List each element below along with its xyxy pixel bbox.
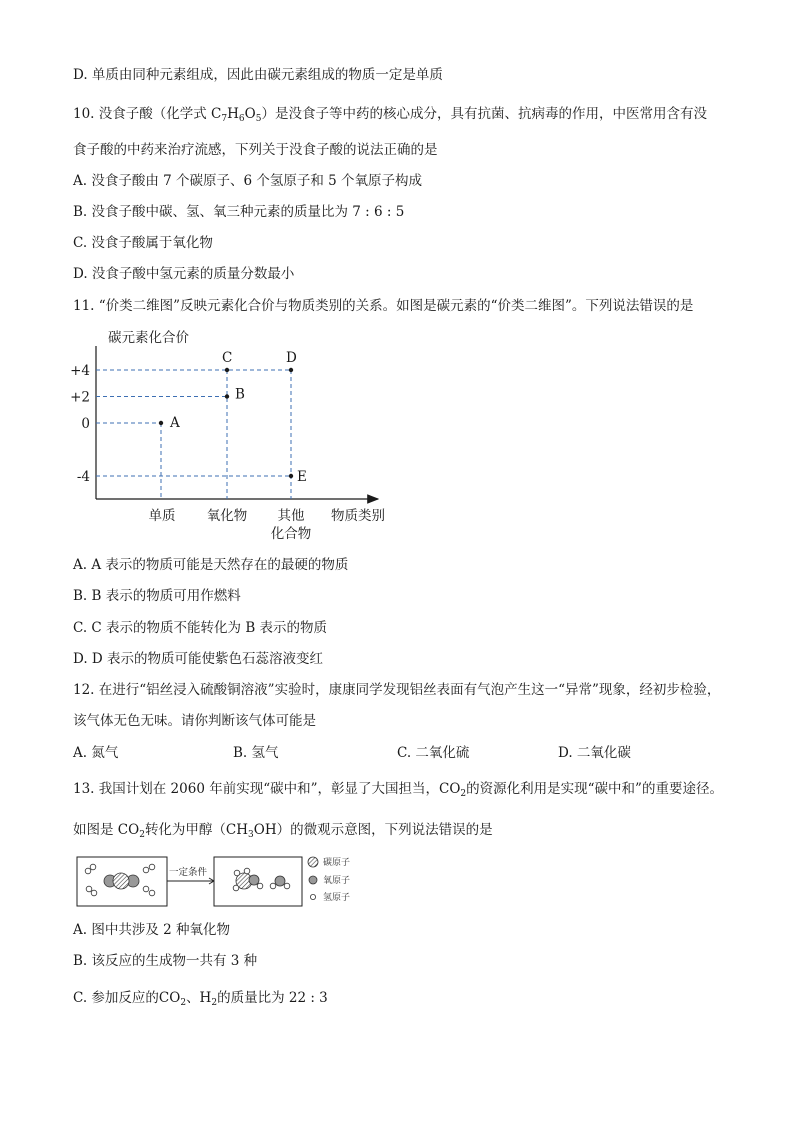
q12-stem: 12. 在进行“铝丝浸入硫酸铜溶液”实验时，康康同学发现铝丝表面有气泡产生这一“异常”现象，经初步检验， [73,682,721,698]
diagram-legend [308,856,350,903]
point-D [289,368,293,372]
point-E [289,474,293,478]
legend-oxygen: 氧原子 [323,876,351,886]
reaction-condition: 一定条件 [169,867,208,878]
q10-option-d: D. 没食子酸中氢元素的质量分数最小 [73,266,295,282]
y-tick-label: +4 [70,363,90,379]
q10-stem-line2: 食子酸的中药来治疗流感，下列关于没食子酸的说法正确的是 [73,142,438,158]
x-tick-label: 氧化物 [206,508,248,524]
point-label-D: D [286,350,297,366]
q13-stem-line2: 如图是 $CO_2$转化为甲醇$(CH_3OH)$的微观示意图，下列说法错误的是 [73,822,493,840]
y-axis-label: 碳元素化合价 [108,330,189,346]
q13-option-b: B. 该反应的生成物一共有 3 种 [73,953,258,969]
legend-carbon: 碳原子 [323,858,351,868]
y-tick-label: 0 [81,416,90,432]
q10-option-b: B. 没食子酸中碳、氢、氧三种元素的质量比为 7 : 6 : 5 [73,204,405,220]
q12-options [73,744,753,762]
x-axis-label: 物质类别 [331,508,385,524]
y-tick-label: -4 [76,469,90,485]
q9-option-d: D. 单质由同种元素组成，因此由碳元素组成的物质一定是单质 [73,67,443,83]
q10-option-c: C. 没食子酸属于氧化物 [73,235,213,251]
q12-option-a: A. 氮气 [73,745,119,761]
q11-option-b: B. B 表示的物质可用作燃料 [73,588,241,604]
x-tick-label: 单质 [148,508,176,524]
q13-option-a: A. 图中共涉及 2 种氧化物 [73,922,231,938]
hydrogen-atom-icon [310,894,315,899]
q11-option-c: C. C 表示的物质不能转化为 B 表示的物质 [73,620,328,636]
q11-stem: 11. “价类二维图”反映元素化合价与物质类别的关系。如图是碳元素的“价类二维图”。下列说法错误的是 [73,298,694,314]
point-label-B: B [235,386,245,403]
q13-option-c: C. 参加反应的$CO_2$、$H_2$的质量比为 22 : 3 [73,990,328,1008]
q12-option-c: C. 二氧化硫 [397,745,470,761]
x-tick-label: 其他 [277,508,305,524]
point-B [225,394,229,398]
point-label-E: E [297,469,307,485]
carbon-atom-icon [308,857,318,867]
q10-stem: 10. 没食子酸（化学式 $C_7H_6O_5$）是没食子等中药的核心成分，具有抗菌、抗病毒的作用，中医常用含有没 [73,106,707,124]
q13-stem: 13. 我国计划在 2060 年前实现“碳中和”，彰显了大国担当，$CO_2$的资源化利用是实现“碳中和”的重要途径。 [73,781,723,799]
y-tick-label: +2 [70,389,90,406]
q11-option-d: D. D 表示的物质可能使紫色石蕊溶液变红 [73,651,324,667]
legend-hydrogen: 氢原子 [323,893,351,903]
point-A [159,421,163,425]
q12-stem-line2: 该气体无色无味。请你判断该气体可能是 [73,713,316,729]
x-tick-label: 化合物 [270,526,312,542]
co2-molecule [104,873,139,889]
oxygen-atom-icon [309,876,317,884]
q12-option-b: B. 氢气 [233,745,279,761]
q10-option-a: A. 没食子酸由 7 个碳原子、6 个氢原子和 5 个氧原子构成 [73,173,423,189]
q12-option-d: D. 二氧化碳 [558,745,631,761]
point-label-A: A [170,415,180,431]
point-C [225,368,229,372]
q11-option-a: A. A 表示的物质可能是天然存在的最硬的物质 [73,557,349,573]
point-label-C: C [222,350,233,366]
molecular-diagram [73,853,373,913]
